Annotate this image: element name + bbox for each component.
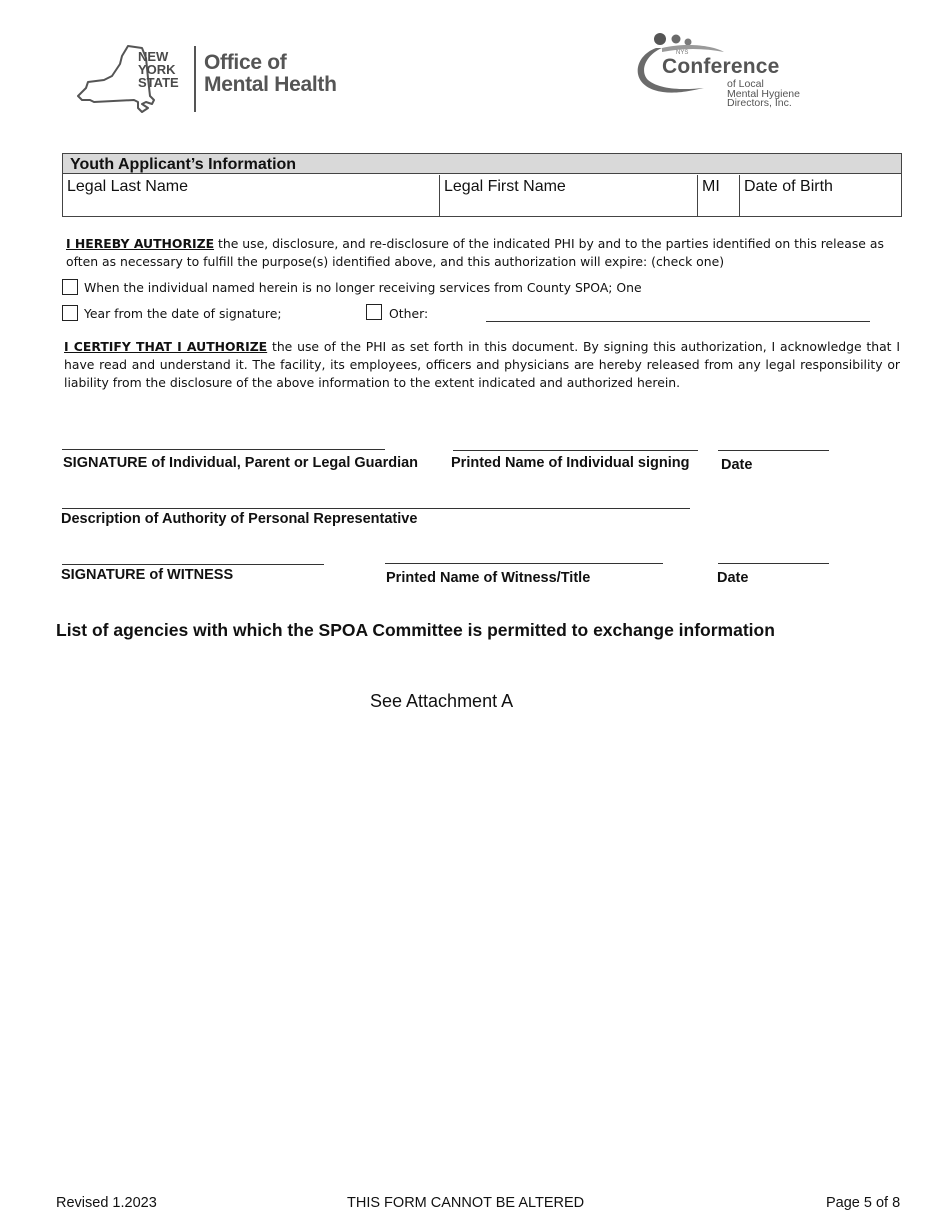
signature-witness-label: SIGNATURE of WITNESS xyxy=(61,567,234,583)
expire-other-checkbox[interactable] xyxy=(366,304,382,320)
footer-revised: Revised 1.2023 xyxy=(56,1195,157,1211)
omh-line: Mental Health xyxy=(204,73,337,96)
see-attachment-text: See Attachment A xyxy=(370,691,514,711)
certify-paragraph xyxy=(64,338,900,392)
conference-title: Conference xyxy=(662,55,780,78)
footer-page-number: Page 5 of 8 xyxy=(826,1195,901,1211)
printed-name-individual-line[interactable] xyxy=(453,450,698,451)
certify-text: the use of the PHI as set forth in this document. By signing this authorization, I acknowledge that I have read and understand it. The facility, its employees, officers and physicians are hereby released from any legal responsibility or liability from the disclosure of the above information to the extent indicated and authorized herein. xyxy=(64,339,901,390)
nys-word: STATE xyxy=(138,75,179,90)
certify-lead: I CERTIFY THAT I AUTHORIZE xyxy=(64,339,268,354)
footer-notice: THIS FORM CANNOT BE ALTERED xyxy=(347,1195,585,1211)
printed-name-individual-label: Printed Name of Individual signing xyxy=(451,455,690,471)
authorize-text: the use, disclosure, and re-disclosure of the indicated PHI by and to the parties identified on this release as often as necessary to fulfill the purpose(s) identified above, and this authorization will expire: (check one) xyxy=(66,236,884,269)
agencies-list-title: List of agencies with which the SPOA Committee is permitted to exchange information xyxy=(56,620,775,640)
omh-wordmark xyxy=(204,52,337,96)
signature-individual-label: SIGNATURE of Individual, Parent or Legal Guardian xyxy=(63,455,419,471)
conference-nys-label: NYS xyxy=(676,50,689,56)
authorize-lead: I HEREBY AUTHORIZE xyxy=(66,236,215,251)
signature-witness-line[interactable] xyxy=(62,564,324,565)
printed-name-witness-line[interactable] xyxy=(385,563,663,564)
logo-divider xyxy=(194,46,196,112)
date-of-birth-field[interactable]: Date of Birth xyxy=(744,178,833,195)
nys-omh-logo xyxy=(76,44,366,116)
expire-no-longer-receiving-checkbox[interactable] xyxy=(62,279,78,295)
expire-option-label: When the individual named herein is no longer receiving services from County SPOA; One xyxy=(84,280,642,295)
applicant-info-table xyxy=(62,153,902,217)
authority-description-label: Description of Authority of Personal Representative xyxy=(61,511,418,527)
date-label-1: Date xyxy=(721,457,753,473)
nys-word: YORK xyxy=(138,62,176,77)
legal-first-name-field[interactable]: Legal First Name xyxy=(440,175,698,216)
legal-last-name-field[interactable]: Legal Last Name xyxy=(63,175,440,216)
date-line-1[interactable] xyxy=(718,450,829,451)
nys-wordmark xyxy=(138,50,179,89)
authority-description-line[interactable] xyxy=(62,508,690,509)
expire-option-label-cont: Year from the date of signature; xyxy=(84,306,282,321)
printed-name-witness-label: Printed Name of Witness/Title xyxy=(386,570,591,586)
other-input-line[interactable] xyxy=(486,321,870,322)
middle-initial-field[interactable]: MI xyxy=(698,175,740,216)
date-label-2: Date xyxy=(717,570,749,586)
applicant-info-title: Youth Applicant’s Information xyxy=(63,154,901,174)
conference-logo xyxy=(632,30,832,116)
signature-individual-line[interactable] xyxy=(62,449,385,450)
expire-one-year-checkbox[interactable] xyxy=(62,305,78,321)
omh-line: Office of xyxy=(204,51,287,74)
date-line-2[interactable] xyxy=(718,563,829,564)
expire-other-label: Other: xyxy=(389,306,429,321)
conference-subtitle: of Local Mental Hygiene Directors, Inc. xyxy=(727,78,800,109)
nys-word: NEW xyxy=(138,49,169,64)
authorize-paragraph xyxy=(66,235,886,271)
